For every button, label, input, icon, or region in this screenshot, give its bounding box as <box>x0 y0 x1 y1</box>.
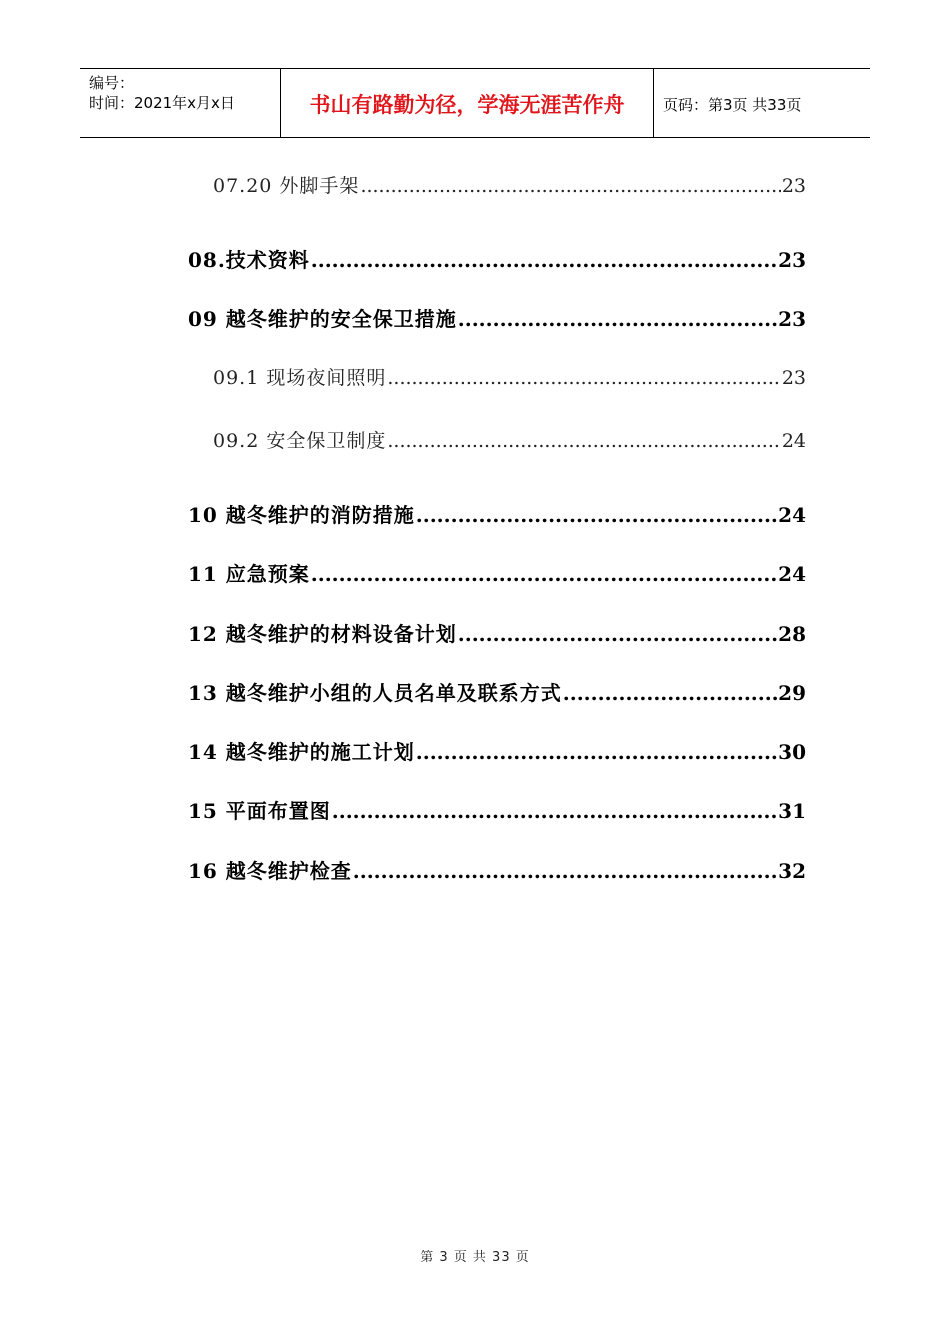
toc-leader-dots <box>416 740 777 764</box>
toc-entry-page: 30 <box>778 740 806 764</box>
header-left-cell <box>80 69 281 137</box>
toc-entry-title: 16 越冬维护检查 <box>188 859 352 883</box>
header-motto: 书山有路勤为径，学海无涯苦作舟 <box>281 69 654 137</box>
toc-entry-page: 24 <box>778 562 806 586</box>
toc-leader-dots <box>311 248 777 272</box>
toc-entry-title: 10 越冬维护的消防措施 <box>188 503 415 527</box>
toc-entry-page: 28 <box>778 622 806 646</box>
code-label: 编号： <box>89 74 135 92</box>
toc-leader-dots <box>416 503 777 527</box>
toc-entry-title: 14 越冬维护的施工计划 <box>188 740 415 764</box>
toc-entry-page: 29 <box>778 681 806 705</box>
time-label: 时间：2021年x月x日 <box>89 94 235 112</box>
toc-entry-page: 23 <box>781 175 806 197</box>
page-footer: 第 3 页 共 33 页 <box>420 1250 530 1265</box>
toc-entry[interactable] <box>188 558 806 587</box>
toc-entry[interactable] <box>188 499 806 528</box>
toc-entry-title: 15 平面布置图 <box>188 799 331 823</box>
toc-entry[interactable] <box>188 677 806 706</box>
toc-entry-page: 23 <box>781 367 806 389</box>
page-header <box>80 68 870 138</box>
toc-entry-title: 09 越冬维护的安全保卫措施 <box>188 307 457 331</box>
toc-leader-dots <box>353 859 777 883</box>
toc-entry-page: 23 <box>778 307 806 331</box>
toc-entry-title: 09.1 现场夜间照明 <box>213 367 387 389</box>
toc-leader-dots <box>387 430 780 452</box>
toc-entry[interactable] <box>188 303 806 332</box>
toc-entry-page: 31 <box>778 799 806 823</box>
toc-entry-title: 07.20 外脚手架 <box>213 175 360 197</box>
toc-entry-page: 24 <box>778 503 806 527</box>
toc-entry[interactable] <box>188 618 806 647</box>
toc-entry[interactable] <box>213 426 806 453</box>
toc-leader-dots <box>458 622 777 646</box>
toc-entry-title: 08.技术资料 <box>188 248 310 272</box>
header-page-info: 页码：第3页 共33页 <box>663 95 802 114</box>
toc-entry-title: 09.2 安全保卫制度 <box>213 430 387 452</box>
toc-entry-page: 24 <box>781 430 806 452</box>
toc-entry-page: 32 <box>778 859 806 883</box>
toc-entry[interactable] <box>213 363 806 390</box>
toc-entry[interactable] <box>188 244 806 273</box>
toc-leader-dots <box>332 799 777 823</box>
toc-entry-title: 11 应急预案 <box>188 562 310 586</box>
toc-entry-page: 23 <box>778 248 806 272</box>
toc-leader-dots <box>311 562 777 586</box>
toc-leader-dots <box>563 681 777 705</box>
toc-entry-title: 12 越冬维护的材料设备计划 <box>188 622 457 646</box>
toc-entry[interactable] <box>188 736 806 765</box>
toc-entry[interactable] <box>213 171 806 198</box>
toc-leader-dots <box>360 175 780 197</box>
toc-entry[interactable] <box>188 855 806 884</box>
toc-entry-title: 13 越冬维护小组的人员名单及联系方式 <box>188 681 562 705</box>
toc-leader-dots <box>387 367 780 389</box>
toc-leader-dots <box>458 307 777 331</box>
toc-entry[interactable] <box>188 795 806 824</box>
